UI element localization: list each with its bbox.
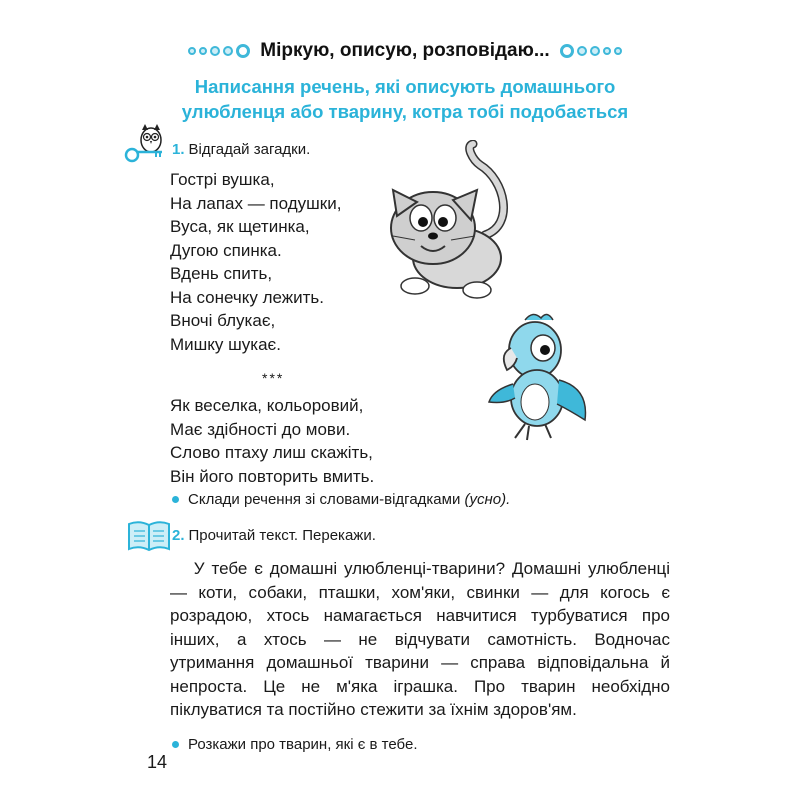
riddle-1 [170, 168, 341, 356]
parrot-illustration [485, 310, 595, 445]
section-header [140, 34, 670, 68]
task-2-heading [172, 527, 376, 544]
riddle-2-line: Він його повторить вмить. [170, 466, 375, 486]
task-1-heading [172, 141, 310, 158]
task-1-label: Відгадай загадки. [188, 141, 311, 158]
page-number: 14 [147, 752, 168, 772]
bullet-text: Розкажи про тварин, які є в тебе. [188, 736, 418, 753]
riddle-2-line: Має здібності до мови. [170, 419, 351, 439]
riddle-2-line: Слово птаху лиш скажіть, [170, 443, 373, 462]
subtitle-line-1: Написання речень, які описують домашнього [194, 76, 616, 97]
task-2-paragraph: У тебе є домашні улюбленці-тварини? Домашні улюбленці — коти, собаки, пташки, хом'яки, свинки — для когось є розрадою, хтось намагається навчитися турбуватися про інших, а хтось — не відчувати самотність. Водночас утримання домашньої тварини — справа відповідальна й непроста. Це не м'яка іграшка. Про тварин необхідно піклуватися та постійно стежити за їхнім здоров'ям. [170, 559, 670, 719]
riddle-1-line: Вуса, як щетинка, [170, 217, 310, 236]
header-dots-right [560, 44, 622, 58]
bullet-icon [172, 741, 179, 748]
riddle-2 [170, 394, 374, 488]
lesson-subtitle [150, 74, 660, 124]
section-title: Міркую, описую, розповідаю... [260, 40, 550, 61]
task-2-label: Прочитай текст. Перекажи. [188, 527, 376, 544]
bullet-text: Склади речення зі словами-відгадками [188, 491, 461, 508]
bullet-icon [172, 496, 179, 503]
task-2-number: 2. [172, 527, 185, 544]
task-1-bullet [172, 491, 510, 508]
riddle-separator: *** [262, 370, 285, 386]
riddle-2-line: Як веселка, кольоровий, [170, 396, 364, 415]
riddle-1-line: Вдень спить, [170, 264, 273, 283]
owl-key-icon [122, 124, 170, 166]
riddle-1-line: Гострі вушка, [170, 170, 275, 189]
riddle-1-line: На лапах — подушки, [170, 193, 342, 213]
task-1-number: 1. [172, 141, 185, 158]
riddle-1-line: На сонечку лежить. [170, 287, 325, 307]
subtitle-line-2: улюбленця або тварину, котра тобі подобається [181, 101, 629, 122]
header-dots-left [188, 44, 250, 58]
cat-illustration [385, 140, 525, 305]
task-2-bullet [172, 736, 418, 753]
riddle-1-line: Мишку шукає. [170, 334, 281, 354]
riddle-1-line: Вночі блукає, [170, 311, 276, 330]
riddle-1-line: Дугою спинка. [170, 240, 282, 260]
bullet-note: (усно). [464, 491, 511, 508]
book-icon [126, 519, 172, 553]
